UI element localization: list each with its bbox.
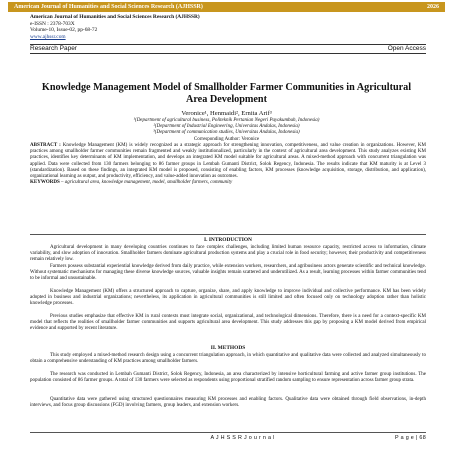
abstract-text: Knowledge Management (KM) is widely recognized as a strategic approach for strengthening innovation, competitiveness, and value creation in organizations. However, KM practices among smallholder farmer communities remain fragmented and weakly institutionalized, particularly in the context of agricultural area development. This study analyzes existing KM practices, identifies key determinants of KM implementation, and develops an integrated KM model suitable for agricultural areas. A mixed-method approach with concurrent triangulation was applied. Data were collected from 130 farmers belonging to 86 farmer groups in Lembah Gumanti District, Solok Regency, Indonesia. The results indicate that KM maturity is at Level 3 (standardization). Based on these findings, an integrated KM model is proposed, consisting of enabling factors, KM processes (knowledge acquisition, storage, distribution, and application), organizational learning as output, and productivity, efficiency, and value-added innovation as outcomes.: [30, 143, 426, 180]
corresponding-author: Corresponding Author: Veronice: [193, 136, 260, 142]
intro-paragraph-2: Farmers possess substantial experiential knowledge derived from daily practice, while extension workers, researchers, and agribusiness actors generate scientific and technical knowledge. Without systematic mechanisms for managing these diverse knowledge sources, valuable insights remain scattered and underutilized. As a result, learning processes within farmer communities tend to be informal and unsustainable.: [30, 264, 426, 282]
methods-paragraph-3: Quantitative data were gathered using structured questionnaires measuring KM processes and enabling factors. Qualitative data were obtained through field observations, in-depth interviews, and focus group discussions (FGD) involving farmers, group leaders, and extension workers.: [30, 397, 426, 409]
journal-top-bar: [8, 2, 445, 12]
affiliation-1: ¹(Department of agricultural business, Politeknik Pertanian Negeri Payakumbuh, Indonesia): [133, 118, 320, 123]
journal-meta: [30, 14, 330, 40]
top-bar-journal-name: American Journal of Humanities and Social Sciences Research (AJHSSR): [14, 4, 203, 10]
affiliation-3: ³(Department of communication studies, Universitas Andalas, Indonesia): [153, 130, 300, 136]
affiliations: [40, 118, 413, 143]
keywords-label: KEYWORDS: [30, 180, 60, 186]
section-heading-introduction: I. INTRODUCTION: [204, 237, 252, 243]
abstract: [30, 143, 426, 186]
affiliation-2: ²(Department of Industrial Engineering, Universitas Andalas, Indonesia): [153, 124, 300, 130]
keywords-text: – agricultural area, knowledge management, model, smallholder farmers, community: [60, 180, 233, 186]
section-heading-methods: II. METHODS: [210, 345, 246, 351]
paper-type-bar: [30, 44, 426, 54]
paper-title: Knowledge Management Model of Smallholder Farmer Communities in Agricultural Area Development: [41, 82, 412, 105]
methods-paragraph-2: The research was conducted in Lembah Gumanti District, Solok Regency, Indonesia, an area characterized by intensive horticultural farming and active farmer group institutions. The population consisted of 86 farmer groups. A total of 130 farmers were selected as respondents using proportional stratified random sampling to ensure representation across farmer group strata.: [30, 372, 426, 384]
open-access-label: Open Access: [387, 45, 426, 52]
journal-issn: e-ISSN : 2378-703X: [30, 20, 75, 27]
paper-type: Research Paper: [30, 45, 77, 52]
paper-authors: Veronice¹, Henmaidi², Ernita Arif³: [181, 110, 272, 117]
abstract-divider: [30, 234, 426, 235]
page-footer: [30, 432, 426, 442]
intro-paragraph-3: Knowledge Management (KM) offers a structured approach to capture, organize, share, and apply knowledge to improve individual and collective performance. KM has been widely adopted in business and industrial organizations; nevertheless, its application in agricultural communities is still limited and often focused only on technology adoption rather than holistic knowledge processes.: [30, 289, 426, 307]
journal-name: American Journal of Humanities and Social Sciences Research (AJHSSR): [30, 14, 200, 20]
journal-volume: Volume-10, Issue-02, pp-68-72: [30, 27, 98, 34]
intro-paragraph-4: Previous studies emphasize that effective KM in rural contexts must integrate social, organizational, and technological dimensions. Therefore, there is a need for a context-specific KM model that reflects the realities of smallholder farmer communities and supports agricultural area development. This study addresses this gap by proposing a KM model derived from empirical evidence and supported by recent literature.: [30, 314, 426, 332]
footer-journal: A J H S S R J o u r n a l: [210, 434, 275, 441]
top-bar-year: 2026: [427, 4, 439, 10]
footer-page-number: P a g e | 68: [395, 434, 426, 441]
methods-paragraph-1: This study employed a mixed-method research design using a concurrent triangulation approach, in which quantitative and qualitative data were collected and analyzed simultaneously to obtain a comprehensive understanding of KM practices among smallholder farmers.: [30, 353, 426, 365]
abstract-label: ABSTRACT :: [30, 143, 61, 148]
intro-paragraph-1: Agricultural development in many developing countries continues to face complex challenges, including limited human resource capacity, restricted access to information, climate variability, and slow adoption of innovation. Smallholder farmers dominate agricultural production systems and play a crucial role in food security; however, their productivity and competitiveness remain relatively low.: [30, 245, 426, 263]
journal-website-link[interactable]: www.ajhssr.com: [30, 33, 66, 40]
